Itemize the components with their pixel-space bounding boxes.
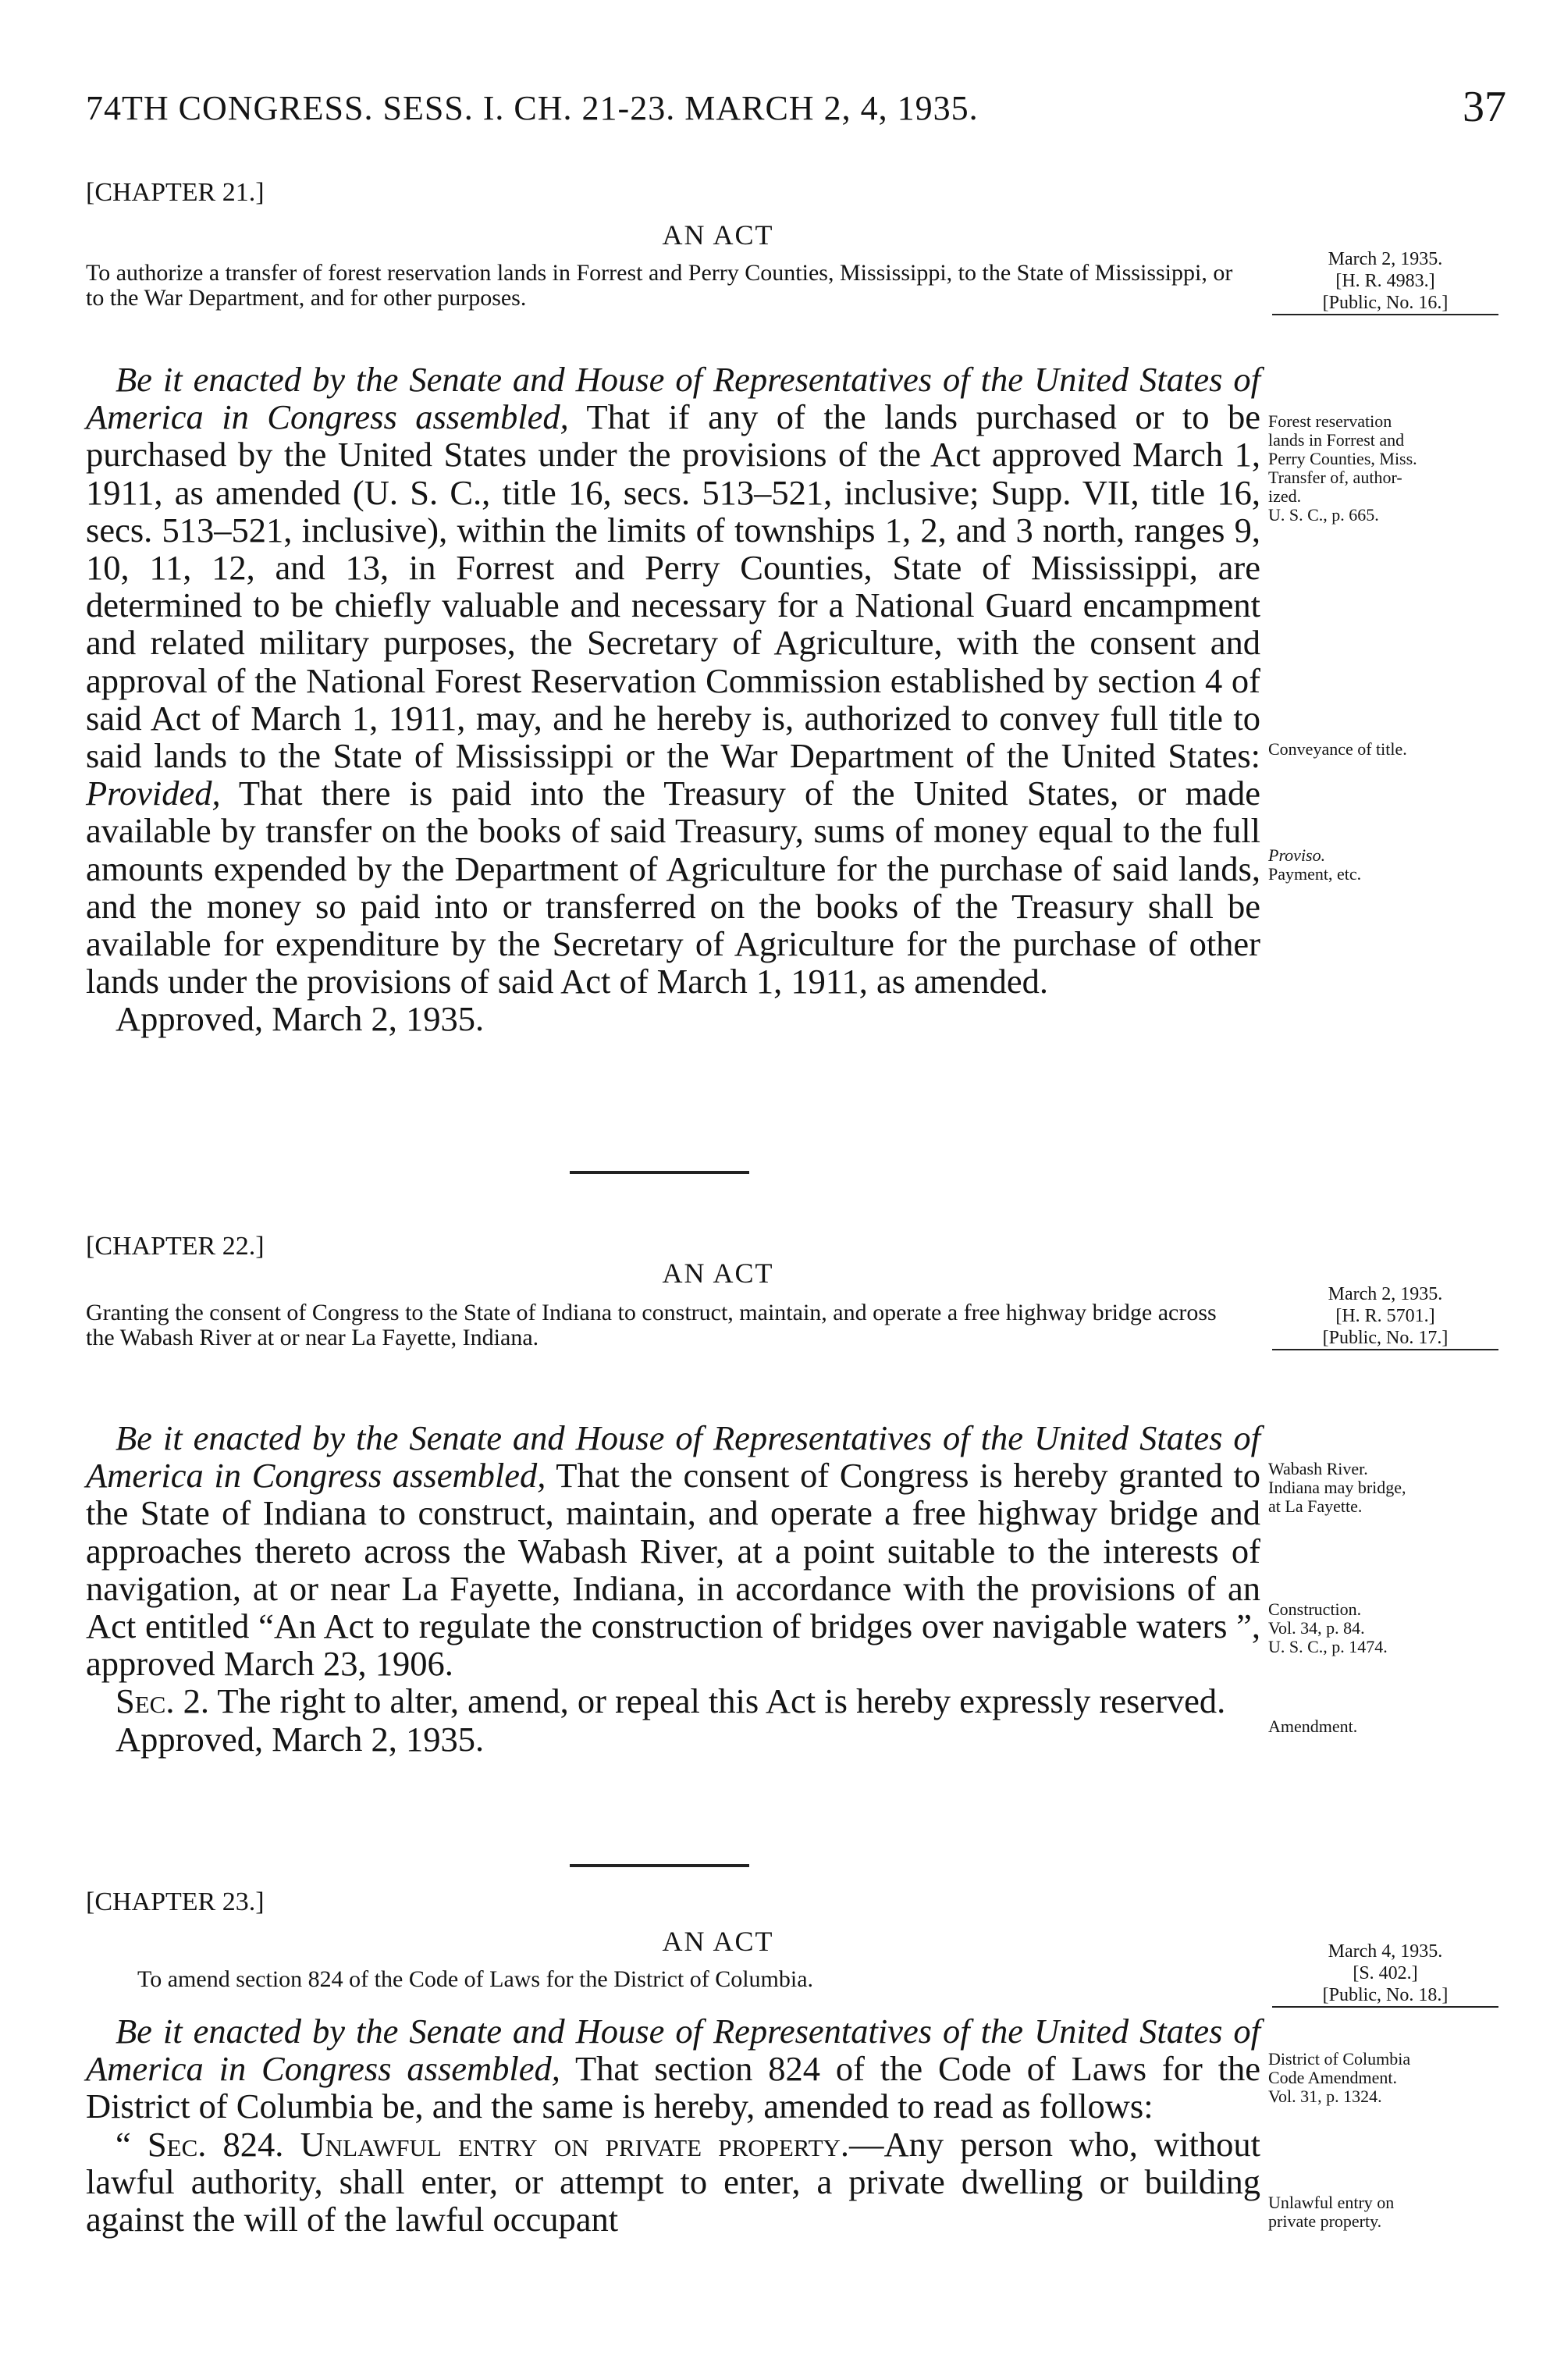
margin-note-forest-reservation — [1268, 412, 1518, 525]
chapter-23-title-text: To amend section 824 of the Code of Laws for the District of Columbia. — [137, 1966, 814, 1992]
page-number: 37 — [1463, 83, 1506, 131]
approval-date: March 2, 1935. — [1328, 249, 1443, 269]
margin-note-line: Code Amendment. — [1268, 2068, 1397, 2087]
proviso-word: Provided, — [86, 774, 221, 813]
bill-number: [H. R. 4983.] — [1335, 271, 1435, 291]
section-text: —Any person who, without lawful authority, shall enter, or attempt to enter, a private dwelling or building against the will of the lawful occupant — [86, 2124, 1261, 2239]
chapter-23-date-block — [1272, 1941, 1498, 2008]
chapter-23-label: [CHAPTER 23.] — [86, 1887, 265, 1916]
chapter-23-title — [137, 1967, 1246, 1992]
chapter-23-quoted-section — [86, 2126, 1260, 2239]
margin-note-line: U. S. C., p. 665. — [1268, 505, 1379, 525]
margin-note-unlawful-entry — [1268, 2193, 1518, 2231]
margin-note-district-of-columbia — [1268, 2050, 1518, 2106]
chapter-22-label: [CHAPTER 22.] — [86, 1232, 265, 1261]
margin-note-proviso — [1268, 846, 1518, 884]
chapter-21-title — [86, 261, 1245, 311]
chapter-21-title-text: To authorize a transfer of forest reservation lands in Forrest and Perry Counties, Mississippi, to the State of Mississippi, or to the War Department, and for other purposes. — [86, 260, 1233, 311]
chapter-21-approved: Approved, March 2, 1935. — [116, 999, 485, 1039]
chapter-23-act-heading: AN ACT — [662, 1926, 774, 1957]
section-text-part-2: That there is paid into the Treasury of the United States, or made available by transfer on the books of said Treasury, sums of money equal to the full amounts expended by the Department of Agriculture for the purchase of said lands, and the money so paid into or transferred on the books of the Treasury shall be available for expenditure by the Secretary of Agriculture for the purchase of other lands under the provisions of said Act of March 1, 1911, as amended. — [86, 774, 1260, 1001]
running-header — [86, 74, 1506, 144]
margin-note-line: Construction. — [1268, 1599, 1362, 1619]
section-text: That the consent of Congress is hereby granted to the State of Indiana to construct, maintain, and operate a free highway bridge and approaches thereto across the Wabash River, at a point suitable to the interests of navigation, at or near La Fayette, Indiana, in accordance with the provisions of an Act entitled “An Act to regulate the construction of bridges over navigable waters ”, approved March 23, 1906. — [86, 1456, 1260, 1684]
margin-note-line: Vol. 31, p. 1324. — [1268, 2087, 1382, 2106]
margin-note-line: Unlawful entry on — [1268, 2193, 1395, 2212]
margin-note-line: Indiana may bridge, — [1268, 1478, 1406, 1497]
chapter-22-approved: Approved, March 2, 1935. — [116, 1719, 485, 1759]
section-heading: Unlawful entry on private property. — [300, 2124, 850, 2164]
margin-note-line: Perry Counties, Miss. — [1268, 449, 1417, 468]
section-text-part-1: That if any of the lands purchased or to be purchased by the United States under the provisions of the Act approved March 1, 1911, as amended (U. S. C., title 16, secs. 513–521, inclusive; Supp. VII, title 16, secs. 513–521, inclusive), within the limits of townships 1, 2, and 3 north, ranges 9, 10, 11, 12, and 13, in Forrest and Perry Counties, State of Mississippi, are determined to be chiefly valuable and necessary for a National Guard encampment and related military purposes, the Secretary of Agriculture, with the consent and approval of the National Forest Reservation Commission established by section 4 of said Act of March 1, 1911, may, and he hereby is, authorized to convey full title to said lands to the State of Mississippi or the War Department of the United States: — [86, 397, 1260, 776]
margin-note-line: private property. — [1268, 2211, 1382, 2231]
margin-note-line: Payment, etc. — [1268, 864, 1362, 884]
margin-note-line: U. S. C., p. 1474. — [1268, 1637, 1388, 1656]
chapter-21-body — [86, 361, 1260, 1038]
enacting-clause: Be it enacted by the Senate and House of Representatives of the United States of America in Congress assembled, — [86, 1418, 1260, 1496]
chapter-22-title — [86, 1300, 1245, 1350]
chapter-22-title-text: Granting the consent of Congress to the State of Indiana to construct, maintain, and operate a free highway bridge across the Wabash River at or near La Fayette, Indiana. — [86, 1300, 1217, 1350]
approval-date: March 2, 1935. — [1328, 1284, 1443, 1304]
section-label: Sec. 2. — [116, 1681, 209, 1721]
chapter-21-act-heading: AN ACT — [662, 219, 774, 251]
margin-note-line: Conveyance of title. — [1268, 739, 1407, 759]
margin-note-line: Forest reservation — [1268, 411, 1392, 431]
public-law-number: [Public, No. 17.] — [1272, 1327, 1498, 1350]
margin-note-wabash-river — [1268, 1460, 1518, 1516]
approval-date: March 4, 1935. — [1328, 1941, 1443, 1962]
chapter-22-act-heading: AN ACT — [662, 1258, 774, 1289]
bill-number: [H. R. 5701.] — [1335, 1306, 1435, 1326]
chapter-22-section-2 — [86, 1682, 1260, 1720]
margin-note-line: Vol. 34, p. 84. — [1268, 1618, 1365, 1638]
margin-note-line: at La Fayette. — [1268, 1496, 1363, 1516]
margin-note-conveyance — [1268, 740, 1518, 759]
chapter-22-date-block — [1272, 1283, 1498, 1350]
margin-note-line: lands in Forrest and — [1268, 430, 1405, 450]
margin-note-construction — [1268, 1600, 1518, 1656]
margin-note-line: Wabash River. — [1268, 1459, 1368, 1478]
chapter-21-label: [CHAPTER 21.] — [86, 178, 265, 207]
bill-number: [S. 402.] — [1353, 1963, 1418, 1983]
public-law-number: [Public, No. 16.] — [1272, 292, 1498, 315]
margin-note-line: District of Columbia — [1268, 2049, 1411, 2069]
chapter-23-section-1 — [86, 2012, 1260, 2126]
chapter-21-date-block — [1272, 248, 1498, 315]
chapter-21-section-1 — [86, 361, 1260, 1000]
public-law-number: [Public, No. 18.] — [1272, 1984, 1498, 2008]
enacting-clause: Be it enacted by the Senate and House of Representatives of the United States of America in Congress assembled, — [86, 2012, 1260, 2089]
chapter-22-section-1 — [86, 1419, 1260, 1682]
margin-note-line: ized. — [1268, 486, 1302, 506]
section-text: The right to alter, amend, or repeal this Act is hereby expressly reserved. — [217, 1681, 1226, 1721]
enacting-clause: Be it enacted by the Senate and House of Representatives of the United States of America in Congress assembled, — [86, 360, 1260, 437]
margin-note-line: Amendment. — [1268, 1717, 1358, 1736]
section-label: “ Sec. 824. — [116, 2124, 284, 2164]
section-text: That section 824 of the Code of Laws for the District of Columbia be, and the same is hereby, amended to read as follows: — [86, 2049, 1260, 2126]
chapter-divider — [570, 1171, 749, 1174]
margin-note-line: Proviso. — [1268, 845, 1326, 865]
chapter-23-body — [86, 2012, 1260, 2238]
margin-note-amendment — [1268, 1717, 1518, 1736]
running-head: 74TH CONGRESS. SESS. I. CH. 21-23. MARCH 2, 4, 1935. — [86, 89, 979, 127]
margin-note-line: Transfer of, author- — [1268, 468, 1402, 487]
chapter-divider — [570, 1864, 749, 1867]
chapter-22-body — [86, 1419, 1260, 1758]
